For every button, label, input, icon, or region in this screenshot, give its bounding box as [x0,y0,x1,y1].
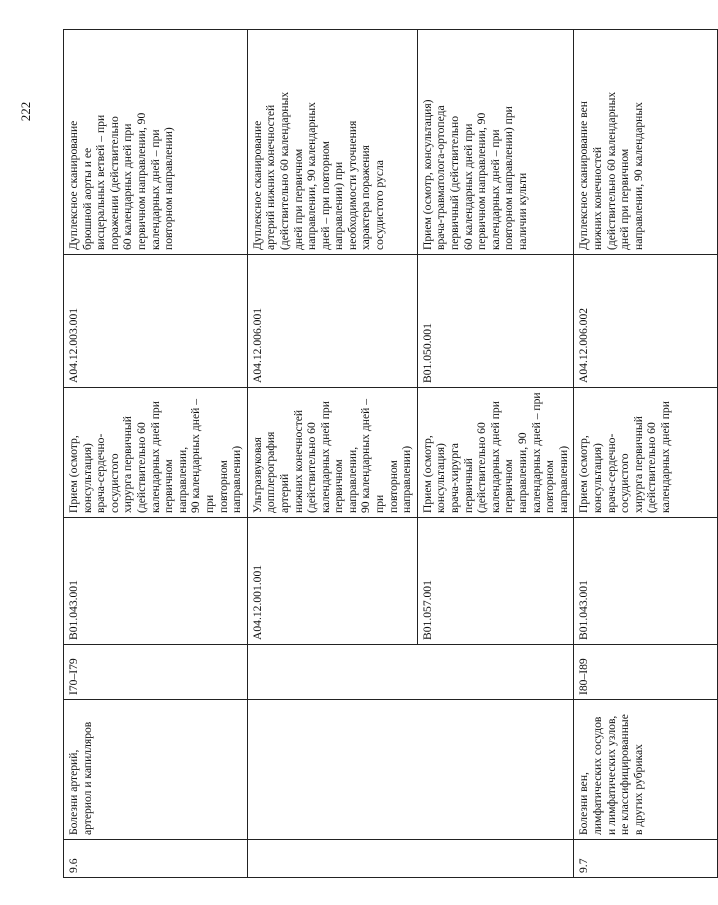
table-row [417,30,574,878]
additional-service-code: A04.12.006.002 [574,255,718,388]
additional-service-description: Дуплексное сканирование брюшной аорты и ее висцеральных ветвей – при поражении (действительно 60 календарных дней при первичном направлении, 90 календарных дней – при повторном направлении) [64,30,248,255]
icd-code-range: I80–I89 [574,645,718,700]
medical-services-table [63,29,718,878]
disease-group-name [417,700,574,840]
section-number: 9.7 [574,840,718,878]
section-number: 9.6 [64,840,248,878]
service-code: B01.043.001 [574,518,718,645]
service-description: Прием (осмотр, консультация) врача-хирурга первичный (действительно 60 календарных дней при первичном направлении, 90 календарных дней – при повторном направлении) [417,388,574,518]
additional-service-code: A04.12.006.001 [247,255,417,388]
table-canvas [63,30,672,878]
additional-service-code: A04.12.003.001 [64,255,248,388]
disease-group-name [247,700,417,840]
service-code: B01.057.001 [417,518,574,645]
service-description: Прием (осмотр, консультация) врача-сердечно-сосудистого хирурга первичный (действительно 60 календарных дней при [574,388,718,518]
table-row [247,30,417,878]
table-row [574,30,718,878]
disease-group-name: Болезни артерий, артериол и капилляров [64,700,248,840]
disease-group-name: Болезни вен, лимфатических сосудов и лимфатических узлов, не классифицированные в других рубриках [574,700,718,840]
service-code: B01.043.001 [64,518,248,645]
service-code: A04.12.001.001 [247,518,417,645]
icd-code-range [417,645,574,700]
service-description: Прием (осмотр, консультация) врача-сердечно-сосудистого хирурга первичный (действительно 60 календарных дней при первичном направлении, 90 календарных дней – при повторном направлении) [64,388,248,518]
section-number [247,840,417,878]
additional-service-code: B01.050.001 [417,255,574,388]
additional-service-description: Дуплексное сканирование вен нижних конечностей (действительно 60 календарных дней при первичном направлении, 90 календарных [574,30,718,255]
icd-code-range: I70–I79 [64,645,248,700]
table-row [64,30,248,878]
section-number [417,840,574,878]
additional-service-description: Дуплексное сканирование артерий нижних конечностей (действительно 60 календарных дней при первичном направлении, 90 календарных дней – при повторном направлении) при необходимости уточнения характера поражения сосудистого русла [247,30,417,255]
additional-service-description: Прием (осмотр, консультация) врача-травматолога-ортопеда первичный (действительно 60 календарных дней при первичном направлении, 90 календарных дней – при повторном направлении) при наличии культи [417,30,574,255]
service-description: Ультразвуковая допплерография артерий нижних конечностей (действительно 60 календарных дней при первичном направлении, 90 календарных дней – при повторном направлении) [247,388,417,518]
icd-code-range [247,645,417,700]
page-number: 222 [18,101,33,122]
